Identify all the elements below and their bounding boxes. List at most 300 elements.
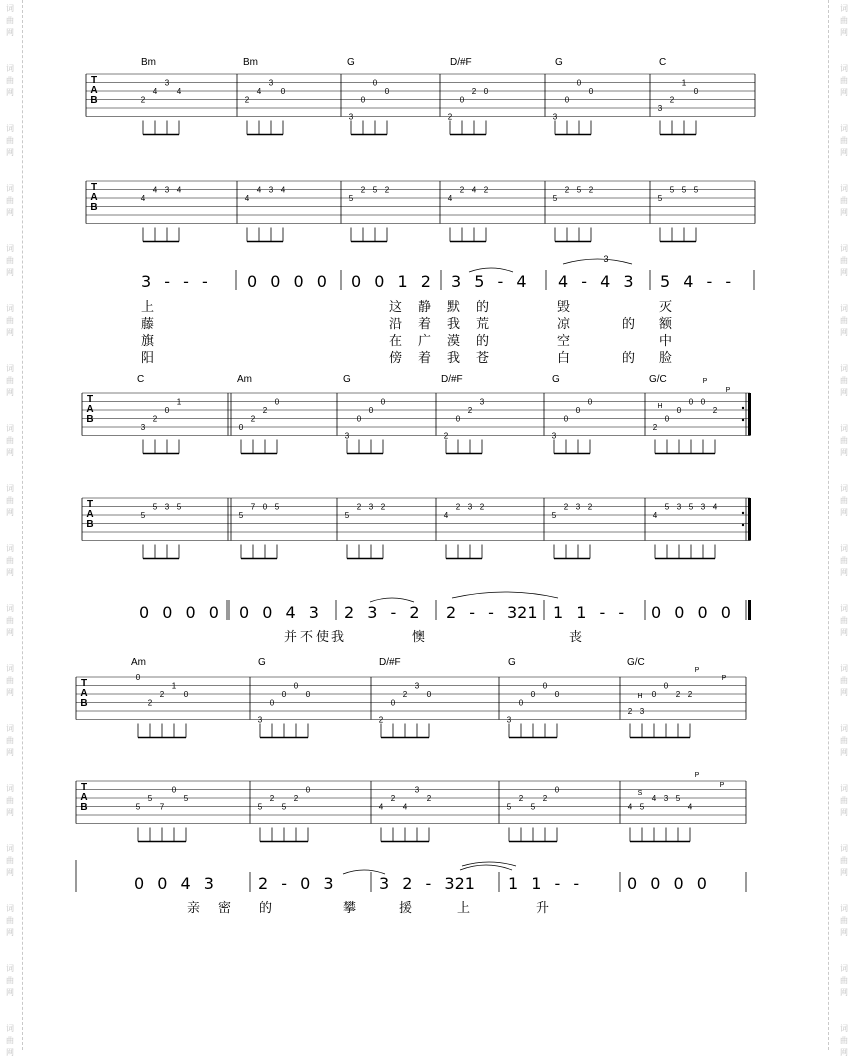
lyric-char: 白 xyxy=(557,351,571,366)
watermark-glyph: 曲 xyxy=(6,736,14,745)
svg-text:0: 0 xyxy=(455,414,461,424)
svg-text:4: 4 xyxy=(402,802,408,812)
svg-text:5: 5 xyxy=(506,802,512,812)
lyric-char: 广 xyxy=(418,334,432,349)
svg-text:2: 2 xyxy=(652,423,658,432)
svg-text:0: 0 xyxy=(372,78,378,88)
svg-text:5: 5 xyxy=(152,502,158,512)
svg-text:0: 0 xyxy=(164,406,170,415)
watermark-glyph: 曲 xyxy=(6,436,14,445)
chord-label: G xyxy=(555,57,563,68)
watermark-glyph: 曲 xyxy=(840,436,848,445)
watermark-glyph: 词 xyxy=(840,4,848,13)
svg-text:1: 1 xyxy=(681,78,687,88)
svg-text:5: 5 xyxy=(664,502,670,512)
watermark-glyph: 词 xyxy=(840,604,848,613)
svg-text:2: 2 xyxy=(542,794,548,803)
svg-text:3: 3 xyxy=(700,502,706,512)
watermark-glyph: 网 xyxy=(840,208,848,217)
svg-text:3: 3 xyxy=(268,185,274,195)
watermark-glyph: 词 xyxy=(840,664,848,673)
watermark-glyph: 词 xyxy=(6,244,14,253)
svg-text:0: 0 xyxy=(183,690,189,699)
watermark-glyph: 网 xyxy=(840,28,848,37)
svg-text:5: 5 xyxy=(372,185,378,195)
svg-text:2: 2 xyxy=(483,185,489,195)
svg-text:3: 3 xyxy=(479,397,485,407)
svg-text:P: P xyxy=(694,772,700,779)
watermark-glyph: 曲 xyxy=(6,796,14,805)
svg-text:B: B xyxy=(86,519,94,530)
svg-text:0: 0 xyxy=(356,414,362,424)
lyric-char: 傍 xyxy=(389,351,403,366)
svg-text:0: 0 xyxy=(663,681,669,691)
svg-text:B: B xyxy=(80,698,88,709)
svg-text:0: 0 xyxy=(554,690,560,699)
lyric-char: 毁 xyxy=(557,300,571,315)
chord-label: D/#F xyxy=(450,57,472,68)
watermark-glyph: 曲 xyxy=(840,556,848,565)
lyric-char: 的 xyxy=(622,317,636,332)
watermark-glyph: 网 xyxy=(840,808,848,817)
svg-text:2: 2 xyxy=(669,95,675,105)
svg-text:5: 5 xyxy=(688,502,694,512)
watermark-glyph: 网 xyxy=(6,568,14,577)
svg-text:A: A xyxy=(90,192,98,203)
watermark-glyph: 网 xyxy=(840,1048,848,1057)
svg-text:2: 2 xyxy=(159,690,165,699)
svg-text:4: 4 xyxy=(176,185,182,195)
lyric-char: 着 xyxy=(418,317,432,332)
svg-text:2: 2 xyxy=(293,794,299,803)
svg-text:5: 5 xyxy=(344,511,350,520)
svg-text:0: 0 xyxy=(262,502,268,512)
watermark-glyph: 词 xyxy=(840,424,848,433)
lyric-char: 阳 xyxy=(141,351,155,366)
svg-text:P: P xyxy=(725,387,731,394)
svg-text:5: 5 xyxy=(348,194,354,203)
watermark-glyph: 网 xyxy=(6,808,14,817)
watermark-glyph: 曲 xyxy=(6,1036,14,1045)
svg-text:0: 0 xyxy=(305,690,311,699)
svg-text:4: 4 xyxy=(256,185,262,195)
lyric-char: 援 xyxy=(399,901,413,916)
svg-text:4: 4 xyxy=(244,194,250,203)
svg-text:2: 2 xyxy=(627,707,633,716)
svg-text:5: 5 xyxy=(147,794,153,803)
lyric-char: 我 xyxy=(331,630,345,645)
svg-text:5: 5 xyxy=(238,511,244,520)
svg-text:7: 7 xyxy=(250,502,256,512)
svg-text:0: 0 xyxy=(542,681,548,691)
svg-text:2: 2 xyxy=(380,502,386,512)
watermark-glyph: 词 xyxy=(840,544,848,553)
lyric-char: 藤 xyxy=(141,317,155,332)
watermark-glyph: 词 xyxy=(840,184,848,193)
lyric-char: 并 xyxy=(284,630,298,645)
watermark-glyph: 词 xyxy=(840,724,848,733)
svg-text:0: 0 xyxy=(390,698,396,708)
notation-measure: 1 1 - - xyxy=(508,874,580,893)
svg-text:2: 2 xyxy=(467,406,473,415)
lyric-char: 丧 xyxy=(569,630,583,645)
svg-text:0: 0 xyxy=(380,397,386,407)
chord-label: G xyxy=(343,374,351,385)
watermark-glyph: 网 xyxy=(6,28,14,37)
watermark-glyph: 网 xyxy=(6,508,14,517)
watermark-glyph: 网 xyxy=(6,1048,14,1057)
watermark-glyph: 词 xyxy=(840,844,848,853)
svg-text:3: 3 xyxy=(164,502,170,512)
watermark-glyph: 网 xyxy=(840,328,848,337)
notation-measure: 0 0 0 0 xyxy=(627,874,707,893)
watermark-glyph: 网 xyxy=(6,448,14,457)
svg-text:0: 0 xyxy=(483,87,489,96)
svg-text:H: H xyxy=(637,693,643,700)
svg-text:2: 2 xyxy=(426,794,432,803)
svg-text:2: 2 xyxy=(147,698,153,708)
lyric-char: 不 xyxy=(300,630,314,645)
notation-measure: 0 0 0 0 xyxy=(139,603,219,622)
notation-measure: 2 - - 321 xyxy=(446,603,538,622)
svg-text:5: 5 xyxy=(551,511,557,520)
watermark-glyph: 词 xyxy=(6,184,14,193)
lyric-char: 额 xyxy=(659,317,673,332)
svg-text:T: T xyxy=(80,678,88,689)
svg-text:5: 5 xyxy=(140,511,146,520)
svg-text:0: 0 xyxy=(384,87,390,96)
watermark-glyph: 网 xyxy=(840,388,848,397)
watermark-glyph: 网 xyxy=(840,148,848,157)
lyric-char: 上 xyxy=(141,300,155,315)
svg-text:A: A xyxy=(80,792,88,803)
watermark-glyph: 曲 xyxy=(6,916,14,925)
watermark-glyph: 曲 xyxy=(840,736,848,745)
watermark-glyph: 曲 xyxy=(840,196,848,205)
svg-text:5: 5 xyxy=(669,185,675,195)
svg-text:2: 2 xyxy=(402,690,408,699)
svg-text:4: 4 xyxy=(280,185,286,195)
svg-text:4: 4 xyxy=(447,194,453,203)
svg-text:2: 2 xyxy=(269,794,275,803)
notation-measure: 5 4 - - xyxy=(660,272,732,291)
watermark-glyph: 词 xyxy=(840,304,848,313)
watermark-glyph: 词 xyxy=(6,64,14,73)
svg-text:0: 0 xyxy=(280,87,286,96)
chord-label: C xyxy=(137,374,145,385)
chord-label: G xyxy=(347,57,355,68)
notation-measure: 4 - 4 3 xyxy=(558,272,634,291)
svg-text:H: H xyxy=(657,403,663,410)
svg-text:5: 5 xyxy=(681,185,687,195)
watermark-glyph: 词 xyxy=(840,484,848,493)
watermark-glyph: 曲 xyxy=(840,376,848,385)
svg-text:T: T xyxy=(80,782,88,793)
watermark-glyph: 网 xyxy=(840,688,848,697)
svg-text:3: 3 xyxy=(414,681,420,691)
watermark-glyph: 曲 xyxy=(840,856,848,865)
watermark-glyph: 曲 xyxy=(6,76,14,85)
watermark-glyph: 词 xyxy=(840,964,848,973)
svg-text:3: 3 xyxy=(164,185,170,195)
svg-text:4: 4 xyxy=(140,194,146,203)
watermark-glyph: 词 xyxy=(6,424,14,433)
watermark-glyph: 曲 xyxy=(6,316,14,325)
svg-text:B: B xyxy=(90,202,98,213)
svg-text:3: 3 xyxy=(663,794,669,803)
watermark-glyph: 词 xyxy=(6,964,14,973)
watermark-glyph: 网 xyxy=(6,388,14,397)
svg-text:0: 0 xyxy=(700,397,706,407)
svg-text:2: 2 xyxy=(152,414,158,424)
svg-text:4: 4 xyxy=(687,802,693,812)
chord-label: D/#F xyxy=(379,657,401,668)
svg-text:T: T xyxy=(86,499,94,510)
watermark-glyph: 曲 xyxy=(6,256,14,265)
svg-text:5: 5 xyxy=(552,194,558,203)
svg-text:2: 2 xyxy=(443,431,449,441)
svg-text:0: 0 xyxy=(588,87,594,96)
svg-text:2: 2 xyxy=(455,502,461,512)
watermark-glyph: 词 xyxy=(6,4,14,13)
svg-text:5: 5 xyxy=(639,802,645,812)
lyric-char: 在 xyxy=(389,334,403,349)
watermark-glyph: 网 xyxy=(840,988,848,997)
watermark-glyph: 词 xyxy=(6,844,14,853)
watermark-glyph: 网 xyxy=(840,628,848,637)
svg-text:0: 0 xyxy=(575,406,581,415)
svg-text:1: 1 xyxy=(171,681,177,691)
watermark-glyph: 曲 xyxy=(6,16,14,25)
lyric-char: 懊 xyxy=(412,630,426,645)
watermark-glyph: 曲 xyxy=(840,1036,848,1045)
svg-text:5: 5 xyxy=(274,502,280,512)
svg-text:2: 2 xyxy=(459,185,465,195)
svg-text:2: 2 xyxy=(687,690,693,699)
svg-text:P: P xyxy=(694,667,700,674)
chord-label: G xyxy=(552,374,560,385)
svg-text:2: 2 xyxy=(564,185,570,195)
chord-label: Am xyxy=(131,657,146,668)
lyric-char: 攀 xyxy=(343,901,357,916)
svg-text:2: 2 xyxy=(479,502,485,512)
svg-text:5: 5 xyxy=(183,794,189,803)
svg-text:T: T xyxy=(90,75,98,86)
watermark-glyph: 曲 xyxy=(840,676,848,685)
watermark-glyph: 网 xyxy=(6,628,14,637)
notation-measure: 2 - 0 3 xyxy=(258,874,334,893)
watermark-glyph: 曲 xyxy=(6,976,14,985)
svg-text:0: 0 xyxy=(238,423,244,432)
svg-text:0: 0 xyxy=(135,673,141,682)
svg-text:B: B xyxy=(80,802,88,813)
lyric-char: 的 xyxy=(259,901,273,916)
svg-text:0: 0 xyxy=(676,406,682,415)
svg-text:4: 4 xyxy=(712,502,718,512)
watermark-glyph: 曲 xyxy=(6,616,14,625)
svg-text:P: P xyxy=(702,378,708,385)
svg-text:0: 0 xyxy=(587,397,593,407)
watermark-glyph: 曲 xyxy=(840,76,848,85)
svg-text:4: 4 xyxy=(651,794,657,803)
watermark-glyph: 词 xyxy=(6,784,14,793)
svg-text:3: 3 xyxy=(657,104,663,113)
notation-measure: 1 1 - - xyxy=(553,603,625,622)
watermark-glyph: 网 xyxy=(840,88,848,97)
svg-text:0: 0 xyxy=(693,87,699,96)
watermark-glyph: 词 xyxy=(6,664,14,673)
svg-text:0: 0 xyxy=(651,690,657,699)
lyric-char: 中 xyxy=(659,334,673,349)
lyric-char: 密 xyxy=(218,901,232,916)
svg-text:0: 0 xyxy=(518,698,524,708)
svg-text:P: P xyxy=(721,675,727,682)
notation-measure: 0 0 4 3 xyxy=(134,874,214,893)
svg-text:5: 5 xyxy=(675,794,681,803)
lyric-char: 我 xyxy=(447,317,461,332)
watermark-glyph: 词 xyxy=(840,364,848,373)
watermark-glyph: 词 xyxy=(6,304,14,313)
watermark-glyph: 词 xyxy=(840,784,848,793)
watermark-glyph: 曲 xyxy=(840,796,848,805)
lyric-char: 升 xyxy=(536,901,550,916)
watermark-glyph: 网 xyxy=(6,928,14,937)
svg-text:0: 0 xyxy=(281,690,287,699)
svg-text:0: 0 xyxy=(274,397,280,407)
svg-text:2: 2 xyxy=(262,406,268,415)
lyric-char: 的 xyxy=(476,334,490,349)
svg-text:0: 0 xyxy=(664,414,670,424)
svg-text:0: 0 xyxy=(564,95,570,105)
svg-text:T: T xyxy=(86,394,94,405)
svg-text:4: 4 xyxy=(152,185,158,195)
svg-text:3: 3 xyxy=(368,502,374,512)
svg-text:2: 2 xyxy=(244,95,250,105)
svg-text:2: 2 xyxy=(712,406,718,415)
watermark-glyph: 网 xyxy=(840,508,848,517)
svg-text:A: A xyxy=(86,509,94,520)
svg-text:3: 3 xyxy=(344,431,350,441)
watermark-glyph: 曲 xyxy=(840,496,848,505)
svg-text:4: 4 xyxy=(443,511,449,520)
watermark-glyph: 网 xyxy=(6,148,14,157)
svg-text:0: 0 xyxy=(554,785,560,795)
notation-measure: 3 2 - 321 xyxy=(379,874,475,893)
svg-text:T: T xyxy=(90,182,98,193)
watermark-glyph: 词 xyxy=(840,904,848,913)
svg-text:5: 5 xyxy=(657,194,663,203)
svg-text:2: 2 xyxy=(518,794,524,803)
svg-text:A: A xyxy=(90,85,98,96)
watermark-glyph: 词 xyxy=(840,1024,848,1033)
svg-text:0: 0 xyxy=(459,95,465,105)
lyric-char: 的 xyxy=(476,300,490,315)
svg-text:2: 2 xyxy=(384,185,390,195)
lyric-char: 苍 xyxy=(476,351,490,366)
svg-text:5: 5 xyxy=(257,802,263,812)
watermark-glyph: 曲 xyxy=(840,256,848,265)
watermark-glyph: 网 xyxy=(6,268,14,277)
watermark-glyph: 曲 xyxy=(6,196,14,205)
lyric-char: 使 xyxy=(316,630,330,645)
svg-text:3: 3 xyxy=(414,785,420,795)
svg-text:5: 5 xyxy=(135,802,141,812)
chord-label: Am xyxy=(237,374,252,385)
svg-text:2: 2 xyxy=(471,87,477,96)
svg-text:3: 3 xyxy=(552,112,558,122)
watermark-glyph: 词 xyxy=(6,484,14,493)
notation-measure: 0 0 4 3 xyxy=(239,603,319,622)
watermark-glyph: 词 xyxy=(6,544,14,553)
watermark-glyph: 网 xyxy=(840,268,848,277)
watermark-glyph: 网 xyxy=(840,928,848,937)
chord-label: C xyxy=(659,57,667,68)
svg-text:0: 0 xyxy=(563,414,569,424)
notation-measure: 3 5 - 4 xyxy=(451,272,527,291)
lyric-char: 漠 xyxy=(447,334,461,349)
svg-text:3: 3 xyxy=(551,431,557,441)
notation-measure: 2 3 - 2 xyxy=(344,603,420,622)
svg-text:2: 2 xyxy=(378,715,384,725)
watermark-glyph: 曲 xyxy=(840,616,848,625)
notation-measure: 0 0 1 2 xyxy=(351,272,431,291)
lyric-char: 灭 xyxy=(659,300,673,315)
watermark-glyph: 网 xyxy=(6,688,14,697)
svg-text:3: 3 xyxy=(575,502,581,512)
svg-text:2: 2 xyxy=(356,502,362,512)
svg-text:2: 2 xyxy=(447,112,453,122)
watermark-glyph: 网 xyxy=(6,208,14,217)
svg-text:3: 3 xyxy=(676,502,682,512)
watermark-glyph: 曲 xyxy=(840,976,848,985)
watermark-glyph: 网 xyxy=(6,868,14,877)
watermark-glyph: 网 xyxy=(840,748,848,757)
watermark-glyph: 曲 xyxy=(6,376,14,385)
lyric-char: 的 xyxy=(622,351,636,366)
watermark-glyph: 网 xyxy=(840,868,848,877)
svg-text:2: 2 xyxy=(390,794,396,803)
lyric-char: 亲 xyxy=(187,901,201,916)
svg-text:0: 0 xyxy=(360,95,366,105)
watermark-glyph: 词 xyxy=(6,904,14,913)
lyric-char: 静 xyxy=(418,300,432,315)
svg-text:3: 3 xyxy=(268,78,274,88)
svg-text:2: 2 xyxy=(140,95,146,105)
svg-text:0: 0 xyxy=(305,785,311,795)
lyric-char: 荒 xyxy=(476,317,490,332)
lyric-char: 空 xyxy=(557,334,571,349)
chord-label: G/C xyxy=(649,374,667,385)
chord-label: Bm xyxy=(243,57,258,68)
watermark-glyph: 词 xyxy=(840,244,848,253)
svg-text:3: 3 xyxy=(164,78,170,88)
svg-text:5: 5 xyxy=(530,802,536,812)
watermark-glyph: 词 xyxy=(840,124,848,133)
svg-text:B: B xyxy=(90,95,98,106)
lyric-char: 默 xyxy=(447,300,461,315)
svg-text:B: B xyxy=(86,414,94,425)
chord-label: G xyxy=(258,657,266,668)
svg-text:0: 0 xyxy=(576,78,582,88)
watermark-glyph: 词 xyxy=(6,724,14,733)
svg-text:3: 3 xyxy=(639,707,645,716)
watermark-glyph: 网 xyxy=(6,88,14,97)
watermark-glyph: 曲 xyxy=(6,856,14,865)
svg-text:1: 1 xyxy=(176,397,182,407)
chord-label: Bm xyxy=(141,57,156,68)
svg-text:0: 0 xyxy=(368,406,374,415)
svg-text:3: 3 xyxy=(506,715,512,725)
